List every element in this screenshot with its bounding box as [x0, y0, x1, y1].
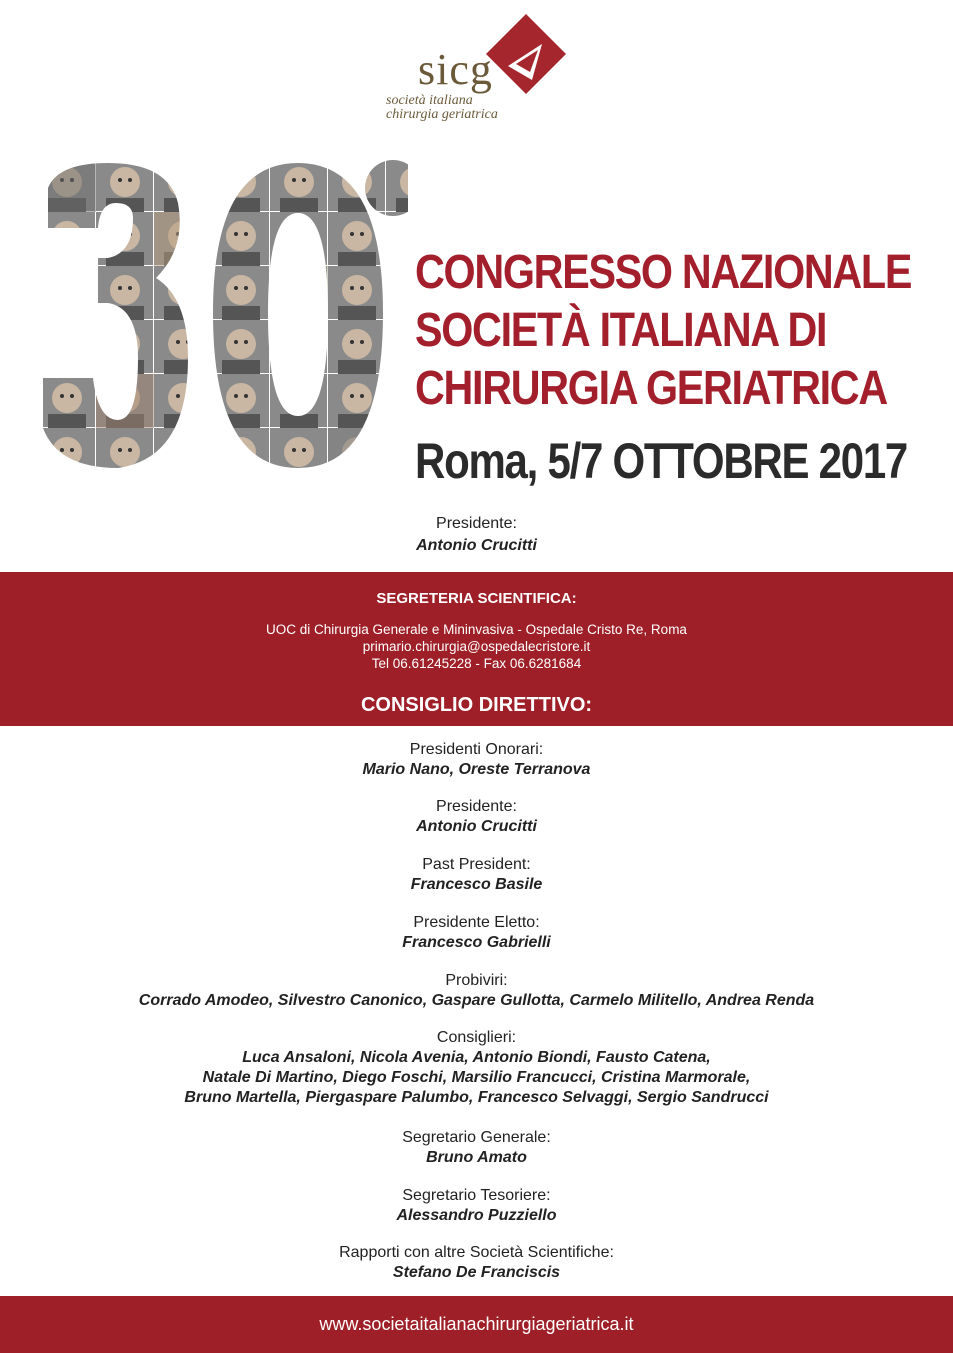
entry-role: Probiviri: — [445, 972, 508, 989]
logo-subtitle-line-2: chirurgia geriatrica — [386, 107, 498, 122]
portrait-collage-30-degree-graphic — [38, 158, 408, 488]
entry-role: Presidente Eletto: — [413, 914, 540, 931]
entry-role: Presidenti Onorari: — [409, 741, 544, 758]
entry-role: Past President: — [422, 856, 531, 873]
segreteria-band — [0, 572, 953, 726]
congress-date: Roma, 5/7 OTTOBRE 2017 — [415, 433, 908, 489]
entry-name: Stefano De Franciscis — [392, 1264, 561, 1281]
logo-wordmark: sicg — [418, 45, 493, 94]
president-block-top — [0, 514, 953, 556]
segreteria-phone: Tel 06.61245228 - Fax 06.6281684 — [371, 656, 582, 671]
number-30-collage — [38, 158, 408, 488]
president-name: Antonio Crucitti — [416, 537, 537, 554]
congress-title-line-1: CONGRESSO NAZIONALE — [415, 246, 912, 299]
consiglio-heading: CONSIGLIO DIRETTIVO: — [360, 694, 593, 716]
entry-role: Consiglieri: — [436, 1029, 517, 1046]
entry-name: Mario Nano, Oreste Terranova — [362, 761, 591, 778]
president-role: Presidente: — [436, 515, 517, 532]
entry-past-president — [0, 855, 953, 895]
entry-name-line-2: Natale Di Martino, Diego Foschi, Marsilio Francucci, Cristina Marmorale, — [202, 1069, 751, 1086]
entry-name-line-3: Bruno Martella, Piergaspare Palumbo, Francesco Selvaggi, Sergio Sandrucci — [184, 1089, 769, 1106]
congress-title-line-2: SOCIETÀ ITALIANA DI — [415, 304, 827, 357]
segreteria-address: UOC di Chirurgia Generale e Mininvasiva - Ospedale Cristo Re, Roma — [266, 622, 687, 637]
entry-name: Corrado Amodeo, Silvestro Canonico, Gaspare Gullotta, Carmelo Militello, Andrea Renda — [138, 992, 815, 1009]
segreteria-email: primario.chirurgia@ospedalecristore.it — [362, 639, 591, 654]
entry-rapporti — [0, 1243, 953, 1283]
entry-name: Alessandro Puzziello — [396, 1207, 557, 1224]
entry-presidente-eletto — [0, 913, 953, 953]
entry-name: Francesco Gabrielli — [402, 934, 551, 951]
website-link[interactable]: www.societaitalianachirurgiageriatrica.it — [319, 1314, 634, 1334]
entry-role: Presidente: — [436, 798, 517, 815]
entry-segretario-generale — [0, 1128, 953, 1168]
congress-title — [415, 244, 912, 418]
entry-presidenti-onorari — [0, 740, 953, 780]
entry-probiviri — [0, 971, 953, 1011]
entry-name: Antonio Crucitti — [416, 818, 537, 835]
entry-role: Rapporti con altre Società Scientifiche: — [339, 1244, 614, 1261]
logo-diamond-icon — [486, 14, 566, 94]
entry-presidente — [0, 797, 953, 837]
entry-segretario-tesoriere — [0, 1186, 953, 1226]
entry-name-line-1: Luca Ansaloni, Nicola Avenia, Antonio Biondi, Fausto Catena, — [242, 1049, 711, 1066]
entry-role: Segretario Tesoriere: — [402, 1187, 551, 1204]
entry-name: Francesco Basile — [410, 876, 543, 893]
congress-title-line-3: CHIRURGIA GERIATRICA — [415, 362, 887, 415]
entry-consiglieri — [0, 1028, 953, 1108]
logo-subtitle-line-1: società italiana — [386, 93, 473, 108]
logo-subtitle — [386, 94, 526, 122]
entry-role: Segretario Generale: — [402, 1129, 551, 1146]
segreteria-heading: SEGRETERIA SCIENTIFICA: — [376, 590, 577, 607]
footer-band — [0, 1296, 953, 1353]
entry-name: Bruno Amato — [426, 1149, 527, 1166]
